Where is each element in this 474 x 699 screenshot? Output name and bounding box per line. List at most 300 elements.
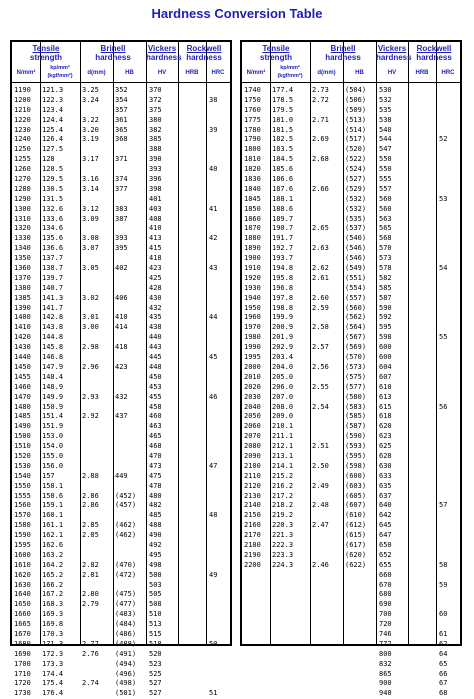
cell: 423 — [115, 362, 128, 371]
cell: 565 — [379, 224, 392, 233]
cell: 430 — [149, 293, 162, 302]
cell: 800 — [379, 649, 392, 658]
cell: 520 — [149, 649, 162, 658]
cell: 202.9 — [272, 343, 294, 352]
cell: 137.7 — [42, 254, 64, 263]
cell: 2120 — [244, 481, 261, 490]
cell: 1455 — [14, 372, 31, 381]
cell: (620) — [345, 550, 367, 559]
cell: 618 — [379, 412, 392, 421]
cell: 43 — [209, 264, 218, 273]
cell: 58 — [439, 560, 448, 569]
cell: 393 — [149, 165, 162, 174]
cell: 2100 — [244, 461, 261, 470]
cell: 45 — [209, 353, 218, 362]
cell: 1775 — [244, 115, 261, 124]
cell: 214.1 — [272, 461, 294, 470]
cell: 171.3 — [42, 639, 64, 648]
cell: 181.5 — [272, 125, 294, 134]
table-row — [242, 254, 460, 264]
cell: 1350 — [14, 254, 31, 263]
cell: 42 — [209, 234, 218, 243]
cell: 1485 — [14, 412, 31, 421]
cell: 221.3 — [272, 531, 294, 540]
cell: 1220 — [14, 115, 31, 124]
cell: 2.77 — [82, 639, 99, 648]
cell: 1810 — [244, 155, 261, 164]
cell: 365 — [115, 125, 128, 134]
cell: 478 — [149, 481, 162, 490]
cell: 54 — [439, 264, 448, 273]
cell: (549) — [345, 264, 367, 273]
table-row — [242, 274, 460, 284]
cell: 432 — [115, 392, 128, 401]
cell: (506) — [345, 95, 367, 104]
table-row — [242, 343, 460, 353]
table-row — [242, 541, 460, 551]
cell: (452) — [115, 491, 137, 500]
table-row — [12, 482, 230, 492]
cell: 563 — [379, 214, 392, 223]
header-rockwell — [178, 44, 230, 62]
cell: 1650 — [14, 600, 31, 609]
table-row — [12, 244, 230, 254]
header-rockwell-line1: Rockwell — [416, 44, 452, 53]
cell: 449 — [115, 471, 128, 480]
cell: 179.5 — [272, 105, 294, 114]
table-header — [242, 42, 460, 83]
cell: 1640 — [14, 590, 31, 599]
table-row — [12, 254, 230, 264]
cell: 410 — [115, 313, 128, 322]
cell: 425 — [149, 273, 162, 282]
cell: (540) — [345, 234, 367, 243]
cell: 133.6 — [42, 214, 64, 223]
cell: 1360 — [14, 264, 31, 273]
cell: 1730 — [14, 689, 31, 698]
subheader-hrb: HRB — [415, 70, 429, 76]
cell: 209.0 — [272, 412, 294, 421]
cell: 468 — [149, 442, 162, 451]
table-row — [242, 363, 460, 373]
table-row — [12, 215, 230, 225]
cell: 2.96 — [82, 362, 99, 371]
table-row — [242, 264, 460, 274]
cell: (546) — [345, 244, 367, 253]
cell: 1700 — [14, 659, 31, 668]
table-row — [242, 630, 460, 640]
cell: 169.3 — [42, 610, 64, 619]
cell: 205.0 — [272, 372, 294, 381]
cell: 151.9 — [42, 422, 64, 431]
header-tensile — [12, 44, 80, 62]
cell: (567) — [345, 333, 367, 342]
table-row — [242, 86, 460, 96]
cell: 189.7 — [272, 214, 294, 223]
cell: 158.1 — [42, 481, 64, 490]
table-row — [12, 472, 230, 482]
cell: 213.1 — [272, 451, 294, 460]
cell: 2.71 — [312, 115, 329, 124]
cell: (551) — [345, 273, 367, 282]
cell: 2050 — [244, 412, 261, 421]
table-row — [12, 363, 230, 373]
cell: (462) — [115, 521, 137, 530]
header-brinell — [80, 44, 146, 62]
cell: 485 — [149, 511, 162, 520]
cell: 178.5 — [272, 95, 294, 104]
cell: 140.7 — [42, 283, 64, 292]
cell: 151.4 — [42, 412, 64, 421]
cell: (554) — [345, 283, 367, 292]
cell: 210.1 — [272, 422, 294, 431]
table-row — [242, 304, 460, 314]
cell: 154.0 — [42, 442, 64, 451]
cell: 2140 — [244, 501, 261, 510]
table-row — [12, 106, 230, 116]
table-row — [242, 452, 460, 462]
cell: 1210 — [14, 105, 31, 114]
cell: (475) — [115, 590, 137, 599]
cell: 1665 — [14, 620, 31, 629]
cell: (546) — [345, 254, 367, 263]
cell: 1900 — [244, 254, 261, 263]
cell: 2.56 — [312, 362, 329, 371]
cell: 655 — [379, 560, 392, 569]
cell: 173.3 — [42, 659, 64, 668]
cell: 186.6 — [272, 175, 294, 184]
cell: 438 — [149, 323, 162, 332]
cell: 2.85 — [82, 531, 99, 540]
cell: 144.8 — [42, 333, 64, 342]
cell: 2130 — [244, 491, 261, 500]
cell: 1595 — [14, 540, 31, 549]
cell: 432 — [149, 303, 162, 312]
cell: 163.2 — [42, 550, 64, 559]
cell: (615) — [345, 531, 367, 540]
cell: 2030 — [244, 392, 261, 401]
cell: 633 — [379, 471, 392, 480]
cell: 1960 — [244, 313, 261, 322]
cell: 390 — [149, 155, 162, 164]
table-row — [12, 412, 230, 422]
cell: (457) — [115, 501, 137, 510]
cell: 1240 — [14, 135, 31, 144]
cell: 1420 — [14, 333, 31, 342]
cell: 635 — [379, 481, 392, 490]
cell: 1950 — [244, 303, 261, 312]
cell: 60 — [439, 610, 448, 619]
cell: 3.22 — [82, 115, 99, 124]
table-row — [242, 511, 460, 521]
cell: 197.8 — [272, 293, 294, 302]
cell: 547 — [379, 145, 392, 154]
cell: 371 — [115, 155, 128, 164]
table-row — [12, 581, 230, 591]
cell: 2.65 — [312, 224, 329, 233]
table-row — [12, 373, 230, 383]
cell: (585) — [345, 412, 367, 421]
cell: 194.8 — [272, 264, 294, 273]
table-row — [12, 205, 230, 215]
cell: 428 — [149, 283, 162, 292]
cell: (610) — [345, 511, 367, 520]
cell: 57 — [439, 501, 448, 510]
cell: 46 — [209, 392, 218, 401]
cell: 1250 — [14, 145, 31, 154]
cell: 38 — [209, 95, 218, 104]
cell: 513 — [149, 620, 162, 629]
cell: 375 — [149, 105, 162, 114]
cell: 1845 — [244, 194, 261, 203]
cell: 1920 — [244, 273, 261, 282]
cell: 48 — [209, 511, 218, 520]
cell: (612) — [345, 521, 367, 530]
cell: 3.08 — [82, 234, 99, 243]
table-row — [242, 610, 460, 620]
subheader-nmm: N/mm² — [16, 70, 36, 76]
cell: 127.5 — [42, 145, 64, 154]
cell: (600) — [345, 471, 367, 480]
subheader-hrc: HRC — [211, 70, 225, 76]
cell: 523 — [149, 659, 162, 668]
cell: 1790 — [244, 135, 261, 144]
cell: 138.7 — [42, 264, 64, 273]
cell: 448 — [149, 362, 162, 371]
cell: 2.73 — [312, 86, 329, 94]
cell: 1570 — [14, 511, 31, 520]
cell: 147.9 — [42, 362, 64, 371]
table-row — [12, 670, 230, 680]
cell: 2190 — [244, 550, 261, 559]
table-row — [12, 521, 230, 531]
cell: (575) — [345, 372, 367, 381]
cell: 132.6 — [42, 204, 64, 213]
cell: (535) — [345, 214, 367, 223]
cell: (593) — [345, 442, 367, 451]
table-row — [242, 531, 460, 541]
table-row — [242, 353, 460, 363]
cell: 56 — [439, 402, 448, 411]
table-row — [242, 650, 460, 660]
table-row — [12, 86, 230, 96]
cell: 1330 — [14, 234, 31, 243]
cell: 3.07 — [82, 244, 99, 253]
table-row — [242, 383, 460, 393]
cell: 1760 — [244, 105, 261, 114]
cell: 125.4 — [42, 125, 64, 134]
cell: (513) — [345, 115, 367, 124]
table-row — [242, 482, 460, 492]
cell: 208.0 — [272, 402, 294, 411]
cell: (577) — [345, 382, 367, 391]
table-row — [242, 600, 460, 610]
table-row — [12, 452, 230, 462]
cell: (537) — [345, 224, 367, 233]
cell: 166.2 — [42, 580, 64, 589]
subheader-nmm: N/mm² — [246, 70, 266, 76]
cell: 1750 — [244, 95, 261, 104]
cell: 832 — [379, 659, 392, 668]
table-row — [12, 511, 230, 521]
cell: 3.12 — [82, 204, 99, 213]
cell: 2.58 — [312, 323, 329, 332]
cell: 196.8 — [272, 283, 294, 292]
cell: 396 — [149, 175, 162, 184]
cell: 2.51 — [312, 442, 329, 451]
cell: 2020 — [244, 382, 261, 391]
cell: 187.6 — [272, 184, 294, 193]
table-row — [12, 323, 230, 333]
cell: 2.66 — [312, 184, 329, 193]
cell: (486) — [115, 629, 137, 638]
cell: 145.8 — [42, 343, 64, 352]
cell: 204.0 — [272, 362, 294, 371]
cell: 1990 — [244, 343, 261, 352]
cell: 2.76 — [82, 649, 99, 658]
cell: 158.6 — [42, 491, 64, 500]
cell: 2.80 — [82, 590, 99, 599]
cell: 148.4 — [42, 372, 64, 381]
cell: 382 — [149, 125, 162, 134]
cell: 368 — [115, 135, 128, 144]
table-row — [12, 571, 230, 581]
cell: 700 — [379, 610, 392, 619]
cell: 640 — [379, 501, 392, 510]
cell: 206.0 — [272, 382, 294, 391]
table-row — [242, 393, 460, 403]
cell: 1290 — [14, 194, 31, 203]
cell: 652 — [379, 550, 392, 559]
cell: 207.0 — [272, 392, 294, 401]
cell: 530 — [379, 86, 392, 94]
subheader-hrb: HRB — [185, 70, 199, 76]
cell: (472) — [115, 570, 137, 579]
cell: 174.4 — [42, 669, 64, 678]
cell: (607) — [345, 501, 367, 510]
cell: 193.7 — [272, 254, 294, 263]
cell: 380 — [149, 115, 162, 124]
cell: 401 — [149, 194, 162, 203]
cell: 515 — [149, 629, 162, 638]
cell: 177.4 — [272, 86, 294, 94]
header-vickers-line2: hardness — [376, 53, 412, 62]
cell: 164.2 — [42, 560, 64, 569]
cell: 50 — [209, 639, 218, 648]
cell: 1580 — [14, 521, 31, 530]
cell: 143.8 — [42, 323, 64, 332]
cell: 162.6 — [42, 540, 64, 549]
cell: 3.16 — [82, 175, 99, 184]
table-row — [12, 640, 230, 650]
cell: 165.2 — [42, 570, 64, 579]
header-brinell-line1: Brinell — [330, 44, 356, 53]
table-row — [12, 333, 230, 343]
header-tensile-line1: Tensile — [262, 44, 290, 53]
table-row — [12, 264, 230, 274]
cell: 680 — [379, 590, 392, 599]
cell: (517) — [345, 135, 367, 144]
cell: 142.8 — [42, 313, 64, 322]
table-row — [12, 116, 230, 126]
table-row — [12, 294, 230, 304]
cell: 670 — [379, 580, 392, 589]
cell: (590) — [345, 432, 367, 441]
table-row — [12, 531, 230, 541]
cell: 488 — [149, 521, 162, 530]
cell: 220.3 — [272, 521, 294, 530]
cell: 134.6 — [42, 224, 64, 233]
cell: (560) — [345, 303, 367, 312]
cell: 184.5 — [272, 155, 294, 164]
cell: 62 — [439, 639, 448, 648]
cell: 68 — [439, 689, 448, 698]
cell: 3.05 — [82, 264, 99, 273]
table-row — [242, 126, 460, 136]
cell: 535 — [379, 105, 392, 114]
cell: 55 — [439, 333, 448, 342]
table-row — [242, 155, 460, 165]
cell: 540 — [379, 125, 392, 134]
header-brinell-line2: hardness — [325, 53, 361, 62]
cell: 1390 — [14, 303, 31, 312]
cell: 170.3 — [42, 629, 64, 638]
cell: 2.54 — [312, 402, 329, 411]
cell: 3.14 — [82, 184, 99, 193]
cell: 370 — [149, 86, 162, 94]
table-row — [242, 442, 460, 452]
cell: 900 — [379, 679, 392, 688]
cell: 625 — [379, 442, 392, 451]
cell: 1480 — [14, 402, 31, 411]
header-tensile-line2: strength — [260, 53, 292, 62]
cell: 3.25 — [82, 86, 99, 94]
cell: 66 — [439, 669, 448, 678]
cell: 604 — [379, 362, 392, 371]
table-row — [242, 492, 460, 502]
cell: 414 — [115, 323, 128, 332]
cell: 135.6 — [42, 234, 64, 243]
cell: 498 — [149, 560, 162, 569]
cell: 188.6 — [272, 204, 294, 213]
cell: (491) — [115, 649, 137, 658]
table-row — [12, 432, 230, 442]
table-row — [12, 96, 230, 106]
cell: 67 — [439, 679, 448, 688]
cell: 2160 — [244, 521, 261, 530]
cell: 123.4 — [42, 105, 64, 114]
cell: 2.62 — [312, 264, 329, 273]
table-row — [242, 313, 460, 323]
cell: 660 — [379, 570, 392, 579]
table-row — [242, 244, 460, 254]
header-rockwell-line1: Rockwell — [186, 44, 222, 53]
cell: 582 — [379, 273, 392, 282]
table-row — [242, 205, 460, 215]
cell: 216.2 — [272, 481, 294, 490]
cell: 2200 — [244, 560, 261, 569]
cell: 157 — [42, 471, 55, 480]
table-row — [242, 373, 460, 383]
cell: 64 — [439, 649, 448, 658]
cell: 690 — [379, 600, 392, 609]
header-vickers — [376, 44, 412, 62]
cell: 47 — [209, 461, 218, 470]
cell: (498) — [115, 679, 137, 688]
header-rockwell — [408, 44, 460, 62]
cell: 3.24 — [82, 95, 99, 104]
cell: 1670 — [14, 629, 31, 638]
